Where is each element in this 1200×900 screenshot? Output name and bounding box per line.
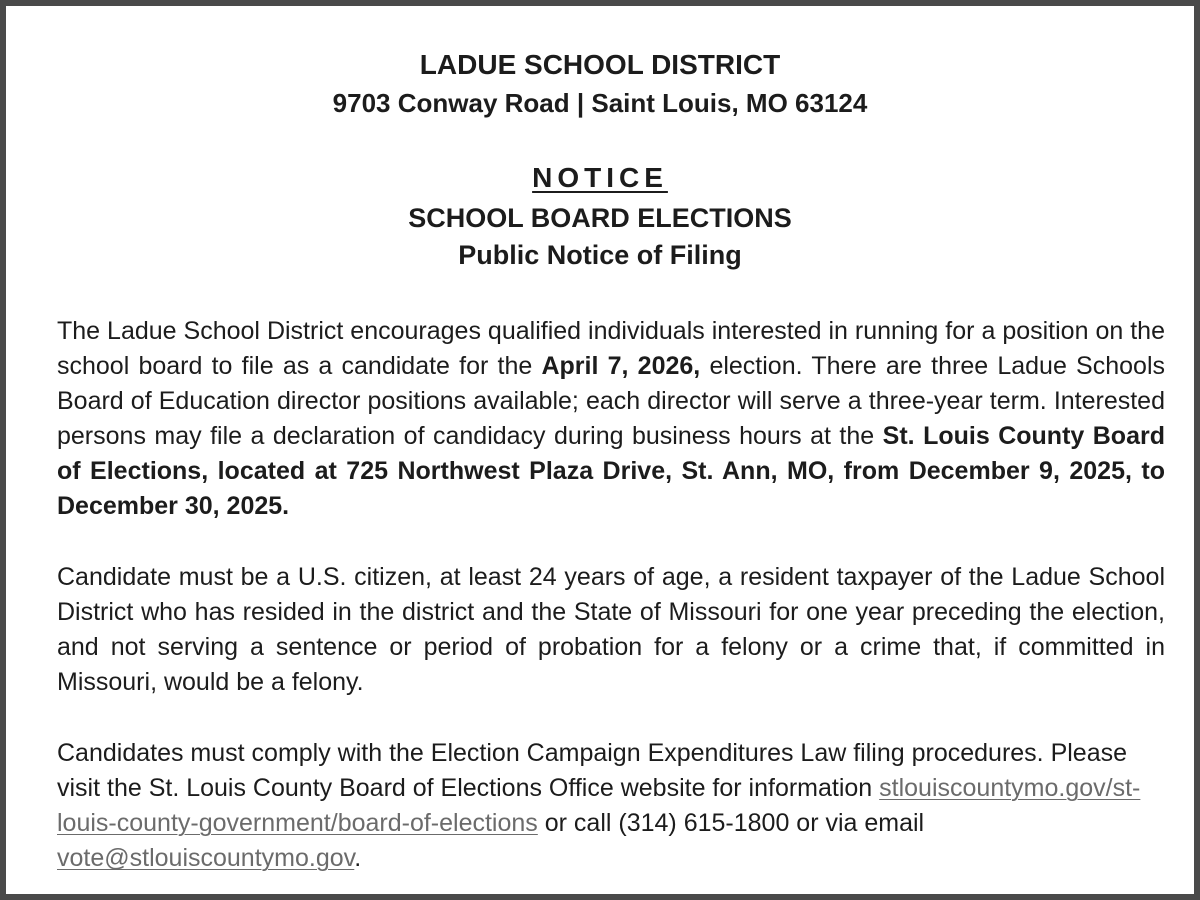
filing-location: St. Louis County Board of Elections, located at 725 Northwest Plaza Drive, St. Ann, MO, from December 9, 2025, to December 30, 2025. — [57, 422, 1165, 520]
paragraph-compliance-text-a: Candidates must comply with the Election Campaign Expenditures Law filing procedures. Please visit the St. Louis County Board of Elections Office website for information — [57, 739, 1128, 802]
notice-label: NOTICE — [532, 162, 668, 193]
paragraph-filing-info — [57, 314, 1165, 524]
district-address: 9703 Conway Road | Saint Louis, MO 63124 — [332, 88, 868, 118]
notice-heading — [6, 158, 1194, 198]
email-link[interactable]: vote@stlouiscountymo.gov — [57, 844, 355, 872]
notice-subtitle: Public Notice of Filing — [458, 240, 742, 270]
paragraph-compliance-text-c: . — [354, 844, 362, 872]
paragraph-compliance-text-b: or call (314) 615-1800 or via email — [537, 809, 925, 837]
board-of-elections-website-link[interactable]: stlouiscountymo.gov/st-louis-county-government/board-of-elections — [57, 774, 1141, 837]
district-name: LADUE SCHOOL DISTRICT — [419, 49, 781, 80]
paragraph-filing-text-b: election. There are three Ladue Schools Board of Education director positions available; each director will serve a three-year term. Interested persons may file a declaration of candidacy during business hours at the — [57, 352, 1165, 450]
election-title: SCHOOL BOARD ELECTIONS — [408, 203, 792, 233]
paragraph-compliance — [57, 736, 1157, 876]
election-date: April 7, 2026, — [541, 352, 701, 380]
paragraph-filing-text-a: The Ladue School District encourages qualified individuals interested in running for a position on the school board to file as a candidate for the — [57, 317, 1165, 380]
paragraph-eligibility: Candidate must be a U.S. citizen, at least 24 years of age, a resident taxpayer of the Ladue School District who has resided in the district and the State of Missouri for one year preceding the election, and not serving a sentence or period of probation for a felony or a crime that, if committed in Missouri, would be a felony. — [57, 563, 1165, 696]
